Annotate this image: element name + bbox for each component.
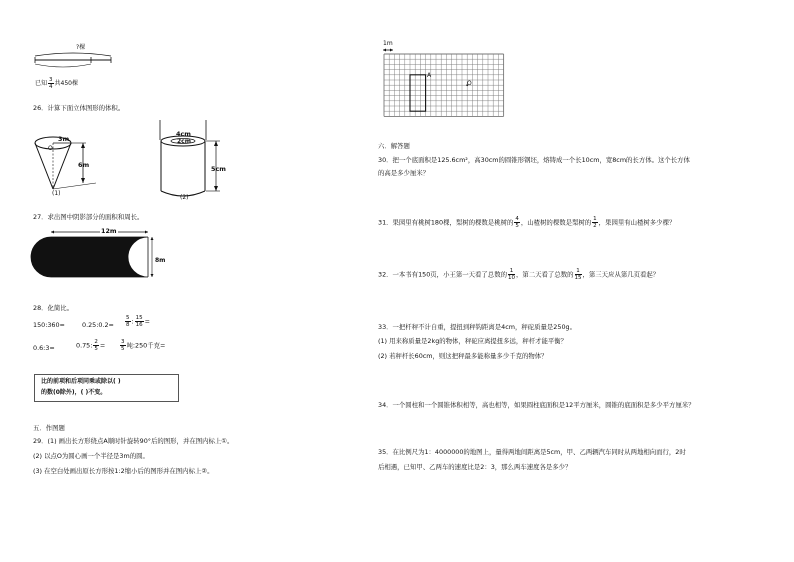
question-29-2: (2) 以点O为圆心画一个半径是3m的圆。 [33, 452, 149, 460]
note-line-2: 的数(0除外)，( )不变。 [41, 389, 107, 396]
ratio-2: 0.25:0.2= [82, 321, 114, 329]
note-line-1: 比的前项和后项同乘或除以( ) [41, 378, 121, 385]
question-30-line-1: 30．把一个底面积是125.6cm²，高30cm的圆锥形钢坯，熔铸成一个长10cm，宽8cm的长方体。这个长方体 [378, 156, 690, 164]
cylinder-height: 5cm [211, 165, 226, 173]
cylinder-caption: (2) [180, 194, 189, 201]
cylinder-outer-dim: 4cm [176, 130, 191, 138]
ratio-5: 0.75: $\frac{2}{5}$ = [76, 339, 106, 352]
grid-scale-label: 1m [383, 40, 393, 47]
bar-bottom-suffix: 共450棵 [54, 80, 78, 87]
note-box [34, 374, 179, 402]
bar-top-label: ?棵 [76, 44, 86, 51]
question-29-1: 29．(1) 画出长方形绕点A顺时针旋转90°后的图形，并在图内标上①。 [33, 437, 234, 445]
question-33-1: (1) 用来称质量是2kg的物体，秤砣应离提扭多远，秤杆才能平衡？ [378, 337, 568, 345]
question-27: 27．求出图中阴影部分的面积和周长。 [33, 213, 144, 221]
cone-center-label: O [48, 145, 53, 152]
question-31: 31．果园里有桃树180棵，梨树的棵数是桃树的 $\frac{4}{5}$ ，山楂树的棵数是梨树的 $\frac{1}{2}$ ，果园里有山楂树多少棵？ [378, 216, 676, 229]
bar-bottom-label [35, 77, 78, 90]
ratio-4: 0.6:3= [33, 344, 55, 352]
grid-point-a: A [427, 72, 432, 79]
question-32: 32．一本书有150页，小王第一天看了总数的 $\frac{1}{10}$ ，第二天看了总数的 $\frac{1}{15}$ ，第三天应从第几页看起？ [378, 268, 660, 281]
shaded-shape-figure [33, 228, 166, 288]
cone-top-dim: 3m [58, 135, 70, 143]
cone-height: 6m [78, 161, 90, 169]
shape27-width: 12m [101, 227, 117, 235]
question-29-3: (3) 在空白处画出原长方形按1:2缩小后的图形并在图内标上②。 [33, 467, 214, 475]
question-33-2: (2) 若秤杆长60cm，则这把秤最多能称量多少千克的物体？ [378, 352, 548, 360]
question-30-line-2: 的高是多少厘米？ [378, 169, 430, 177]
shape27-height: 8m [155, 257, 166, 264]
bar-bottom-prefix: 已知 [35, 80, 48, 87]
ratio-1: 150:360= [33, 321, 65, 329]
bar-fraction: $\frac{3}{4}$ [49, 77, 53, 90]
question-35-line-1: 35．在比例尺为1：4000000的地图上，量得两地间距离是5cm，甲、乙两辆汽车同时从两地相向而行，2时 [378, 448, 686, 456]
cylinder-inner-dim: 2cm [177, 138, 191, 145]
cylinder-figure [158, 118, 228, 203]
question-34: 34．一个圆柱和一个圆锥体积相等，高也相等，如果圆柱底面积是12平方厘米，圆锥的底面积是多少平方厘米？ [378, 401, 695, 409]
question-33: 33．一把杆秤不计自重，提扭到秤钩距离是4cm，秤砣质量是250g。 [378, 323, 576, 331]
ratio-6: $\frac{3}{5}$ 吨:250千克= [121, 339, 166, 352]
grid-point-o: O [467, 80, 472, 87]
section-6-heading: 六．解答题 [378, 142, 410, 150]
question-35-line-2: 后相遇，已知甲、乙两车的速度比是2：3，那么两车速度各是多少？ [378, 463, 572, 471]
section-5-heading: 五．作图题 [33, 424, 65, 432]
grid-rectangle [410, 75, 426, 111]
ratio-3: $\frac{5}{8}$ : $\frac{15}{16}$ = [126, 315, 151, 328]
drawing-grid [383, 53, 508, 118]
cone-caption: (1) [52, 190, 61, 197]
question-28: 28．化简比。 [33, 304, 74, 312]
question-26: 26．计算下面立体图形的体积。 [33, 104, 125, 112]
